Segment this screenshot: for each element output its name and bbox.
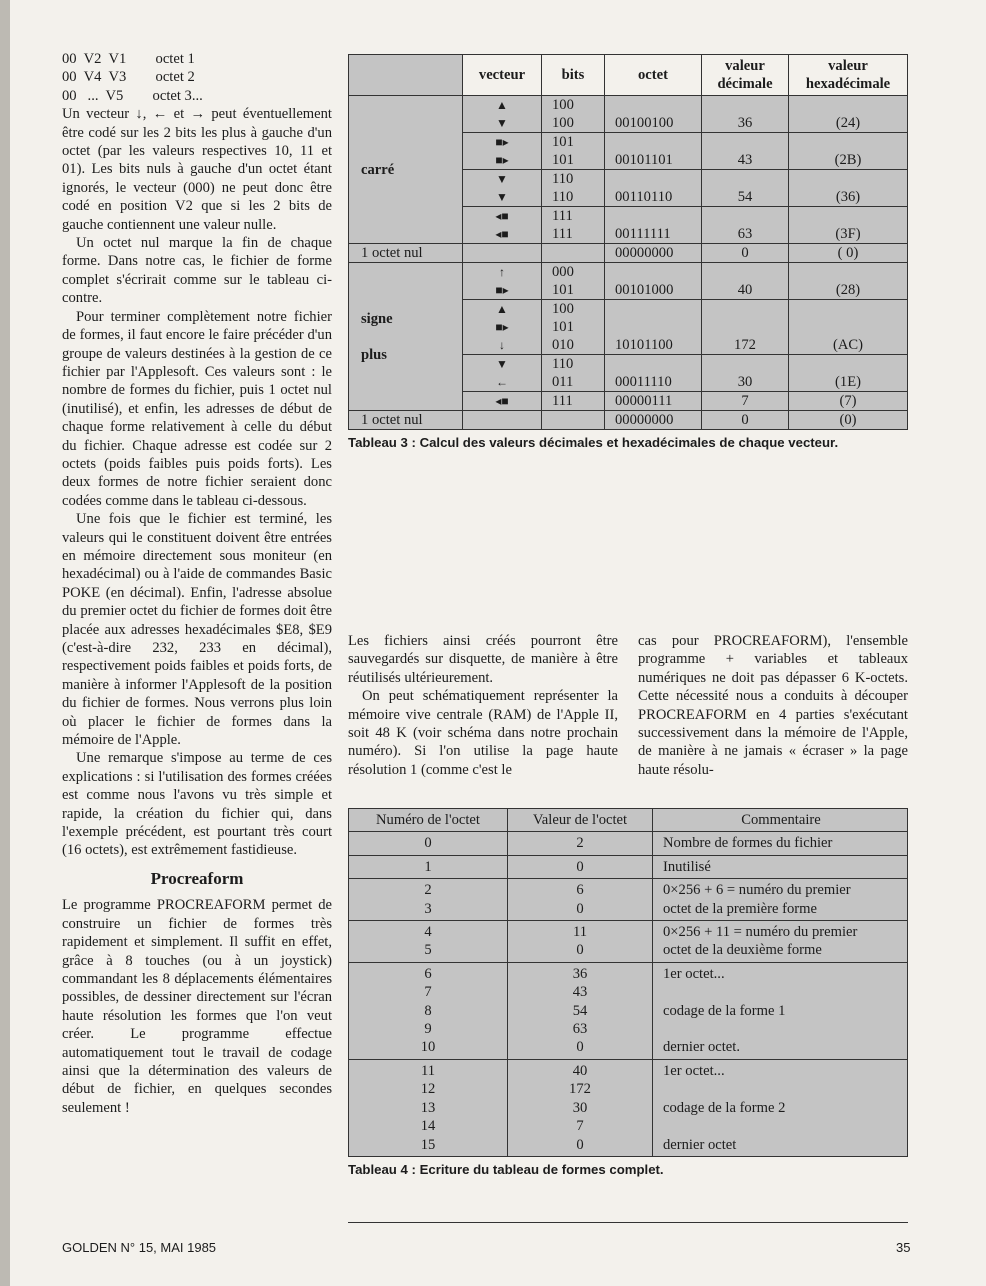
octet-cell: 00111111 (605, 207, 702, 244)
byte-number: 11 12 13 14 15 (349, 1059, 508, 1156)
decimal-cell: 63 (702, 207, 789, 244)
vector-icons: ▲ ▼ (463, 96, 542, 133)
table-3 (348, 54, 908, 430)
hex-cell: (28) (789, 263, 908, 300)
left-column (62, 50, 332, 1117)
paragraph: Pour terminer complètement notre fichier de formes, il faut encore le faire précéder d'un groupe de valeurs destinées à la gestion de ce fichier par l'Applesoft. Ces valeurs sont : le nombre de formes du fichier, puis 1 octet nul (inutilisé), et enfin, les adresses de début de chaque forme relativement à celle du début du fichier. Chaque adresse est codée sur 2 octets (poids faibles puis poids forts). Les deux formes de notre fichier seraient donc codées comme dans le tableau ci-dessous. (62, 308, 332, 509)
footer-publication: GOLDEN N° 15, MAI 1985 (62, 1240, 217, 1255)
decimal-cell: 0 (702, 244, 789, 263)
byte-value: 0 (508, 855, 653, 878)
octet-cell: 00011110 (605, 355, 702, 392)
octet-cell: 10101100 (605, 300, 702, 355)
hex-cell: (1E) (789, 355, 908, 392)
bits-cell: 100 100 (542, 96, 605, 133)
decimal-cell: 7 (702, 392, 789, 411)
header-bits: bits (542, 55, 605, 96)
bits-cell: 111 111 (542, 207, 605, 244)
table4-block (348, 808, 908, 1177)
null-byte-label: 1 octet nul (349, 411, 463, 430)
table-row (349, 96, 908, 133)
middle-text (348, 632, 908, 779)
paragraph: On peut schématiquement représenter la mémoire vive centrale (RAM) de l'Apple II, soit 48 K (voir schéma dans notre prochain numéro). Si l'on utilise la page haute résolution 1 (comme c'est le (348, 688, 618, 778)
table3-block (348, 54, 908, 450)
hex-cell: (24) (789, 96, 908, 133)
comment: 0×256 + 6 = numéro du premier octet de la première forme (653, 879, 908, 921)
comment: 1er octet... codage de la forme 2 dernier octet (653, 1059, 908, 1156)
header-octet: octet (605, 55, 702, 96)
page-margin-shadow (0, 0, 10, 1286)
table-row (349, 263, 908, 300)
code-line: 00 ... V5 octet 3... (62, 87, 203, 104)
vector-icons: ■▸ ■▸ (463, 133, 542, 170)
decimal-cell: 172 (702, 300, 789, 355)
paragraph: Un octet nul marque la fin de chaque forme. Dans notre cas, le fichier de forme complet s'écrirait comme sur le tableau ci-contre. (62, 235, 332, 307)
header-byte-value: Valeur de l'octet (508, 809, 653, 832)
paragraph: Un vecteur ↓, ← et → peut éventuellement être codé sur les 2 bits les plus à gauche d'un octet (par les valeurs respectives 10, 11 et 01). Les bits nuls à gauche d'un octet étant ignorés, le vecteur (000) ne peut donc être codé en position V2 que si les 2 bits de gauche contiennent une valeur nulle. (62, 106, 332, 233)
byte-value: 2 (508, 832, 653, 855)
octet-cell: 00000000 (605, 411, 702, 430)
bits-cell: 110 011 (542, 355, 605, 392)
paragraph: Les fichiers ainsi créés pourront être sauvegardés sur disquette, de manière à être réutilisés ultérieurement. (348, 633, 618, 686)
hex-cell: (AC) (789, 300, 908, 355)
bits-cell: 110 110 (542, 170, 605, 207)
code-line: 00 V2 V1 octet 1 (62, 51, 195, 67)
bits-cell: 000 101 (542, 263, 605, 300)
table-4 (348, 808, 908, 1157)
octet-cell: 00101101 (605, 133, 702, 170)
hex-cell: (2B) (789, 133, 908, 170)
hex-cell: (7) (789, 392, 908, 411)
octet-cell: 00101000 (605, 263, 702, 300)
code-line: 00 V4 V3 octet 2 (62, 69, 195, 86)
hex-cell: (0) (789, 411, 908, 430)
decimal-cell: 36 (702, 96, 789, 133)
paragraph: cas pour PROCREAFORM), l'ensemble programme + variables et tableaux numériques ne doit pas dépasser 6 K-octets. Cette nécessité nous a conduits à découper PROCREAFORM en 4 parties s'exécutant successivement dans la mémoire de l'Apple, de manière à ne jamais « écraser » la page haute résolu- (638, 633, 908, 778)
octet-cell: 00000111 (605, 392, 702, 411)
decimal-cell: 40 (702, 263, 789, 300)
decimal-cell: 54 (702, 170, 789, 207)
table-4-caption: Tableau 4 : Ecriture du tableau de formes complet. (348, 1161, 664, 1177)
decimal-cell: 30 (702, 355, 789, 392)
table-row (349, 921, 908, 963)
table-row (349, 411, 908, 430)
comment: 0×256 + 11 = numéro du premier octet de la deuxième forme (653, 921, 908, 963)
table-row (349, 244, 908, 263)
header-hex: valeur hexadécimale (789, 55, 908, 96)
byte-value: 36 43 54 63 0 (508, 962, 653, 1059)
hex-cell: (3F) (789, 207, 908, 244)
hex-cell: (36) (789, 170, 908, 207)
vector-icons: ↑ ■▸ (463, 263, 542, 300)
vector-icons: ◂■ (463, 392, 542, 411)
null-byte-label: 1 octet nul (349, 244, 463, 263)
header-vecteur: vecteur (463, 55, 542, 96)
octet-cell: 00000000 (605, 244, 702, 263)
group-label: carré (349, 96, 463, 244)
byte-number: 2 3 (349, 879, 508, 921)
octet-cell: 00110110 (605, 170, 702, 207)
comment: 1er octet... codage de la forme 1 dernier octet. (653, 962, 908, 1059)
bits-cell: 111 (542, 392, 605, 411)
table-row (349, 962, 908, 1059)
hex-cell: ( 0) (789, 244, 908, 263)
comment: Inutilisé (653, 855, 908, 878)
octet-cell: 00100100 (605, 96, 702, 133)
decimal-cell: 43 (702, 133, 789, 170)
header-byte-number: Numéro de l'octet (349, 809, 508, 832)
decimal-cell: 0 (702, 411, 789, 430)
byte-value: 6 0 (508, 879, 653, 921)
text-column-a (348, 632, 618, 779)
byte-value: 11 0 (508, 921, 653, 963)
byte-number: 4 5 (349, 921, 508, 963)
bits-cell: 101 101 (542, 133, 605, 170)
byte-number: 1 (349, 855, 508, 878)
paragraph: Une remarque s'impose au terme de ces explications : si l'utilisation des formes créées est comme nous l'avons vu très simple et rapide, la création du fichier qui, dans l'exemple précédent, est pourtant très court (16 octets), est extrêmement fastidieuse. (62, 750, 332, 859)
byte-value: 40 172 30 7 0 (508, 1059, 653, 1156)
text-column-b (638, 632, 908, 779)
blank-header (349, 55, 463, 96)
header-comment: Commentaire (653, 809, 908, 832)
vector-icons: ▲ ■▸ ↓ (463, 300, 542, 355)
byte-number: 0 (349, 832, 508, 855)
vector-icons: ▼ ▼ (463, 170, 542, 207)
page-number: 35 (896, 1240, 911, 1255)
octet-layout (62, 50, 332, 105)
comment: Nombre de formes du fichier (653, 832, 908, 855)
table-3-caption: Tableau 3 : Calcul des valeurs décimales et hexadécimales de chaque vecteur. (348, 435, 839, 450)
paragraph: Le programme PROCREAFORM permet de construire un fichier de formes très rapidement et simplement. Il suffit en effet, grâce à 8 touches (ou à un joystick) commandant les 8 déplacements élémentaires possibles, de dessiner directement sur l'écran haute résolution les formes que l'on veut créer. Le programme effectue automatiquement tout le travail de codage ainsi que la détermination des valeurs de début de fichier, en quelques secondes seulement ! (62, 897, 332, 1116)
header-decimal: valeur décimale (702, 55, 789, 96)
table-row (349, 855, 908, 878)
section-heading: Procreaform (150, 868, 244, 888)
table-row (349, 832, 908, 855)
table-row (349, 879, 908, 921)
vector-icons: ▼ ← (463, 355, 542, 392)
table-row (349, 1059, 908, 1156)
bits-cell: 100 101 010 (542, 300, 605, 355)
paragraph: Une fois que le fichier est terminé, les valeurs qui le constituent doivent être entrées en mémoire directement sous moniteur (en hexadécimal) ou à l'aide de commandes Basic POKE (en décimal). Enfin, l'adresse absolue du premier octet du fichier de formes doit être placée aux adresses hexadécimales $E8, $E9 (c'est-à-dire 232, 233 en décimal), respectivement poids faibles et poids forts, de manière à informer l'Applesoft de la position du fichier de formes. Nous verrons plus loin où placer le fichier de formes dans la mémoire de l'Apple. (62, 511, 332, 749)
caption-rule (348, 1222, 908, 1223)
group-label: signe plus (349, 263, 463, 411)
vector-icons: ◂■ ◂■ (463, 207, 542, 244)
byte-number: 6 7 8 9 10 (349, 962, 508, 1059)
